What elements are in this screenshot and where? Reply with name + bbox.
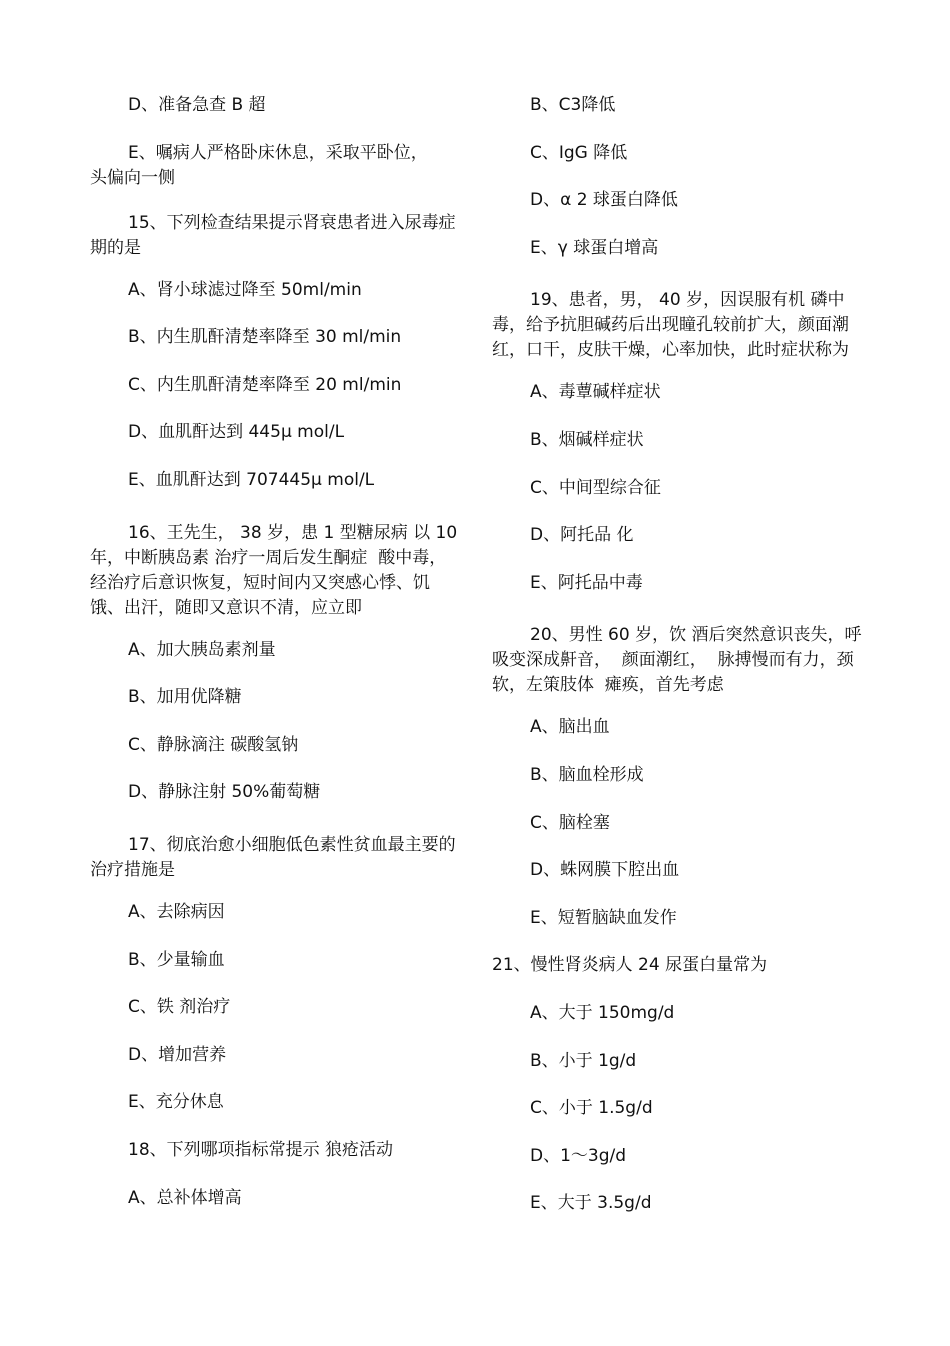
option-line: E、充分休息 [128,1092,224,1113]
option-line: C、脑栓塞 [530,812,610,833]
option-line: A、总补体增高 [128,1187,242,1208]
option-line: A、加大胰岛素剂量 [128,639,276,660]
option-line: C、内生肌酐清楚率降至 20 ml/min [128,374,402,395]
option-line: D、1～3g/d [530,1145,627,1166]
option-line: B、C3降低 [530,95,616,115]
option-line: C、IgG 降低 [530,142,628,163]
option-line: D、血肌酐达到 445μ mol/L [128,422,345,443]
option-line: A、去除病因 [128,901,225,922]
option-line: C、铁 剂治疗 [128,997,231,1018]
option-line: E、阿托品中毒 [530,572,643,593]
option-line: E、嘱病人严格卧床休息，采取平卧位， 头偏向一侧 [90,142,428,188]
right-column [492,88,864,1234]
option-line: E、大于 3.5g/d [530,1193,652,1214]
option-line: E、短暂脑缺血发作 [530,907,677,928]
question-text: 16、王先生， 38 岁，患 1 型糖尿病 以 10 年，中断胰岛素 治疗一周后发生酮症 酸中毒，经治疗后意识恢复，短时间内又突感心悸、饥饿、出汗，随即又意识不清，应立即 [90,522,463,618]
option-line: D、准备急查 B 超 [128,95,266,115]
option-line: B、脑血栓形成 [530,764,644,785]
question-text: 15、下列检查结果提示肾衰患者进入尿毒症期的是 [90,212,456,258]
question-text: 18、下列哪项指标常提示 狼疮活动 [128,1139,394,1160]
option-line: B、少量输血 [128,949,225,970]
question-text: 20、男性 60 岁，饮 酒后突然意识丧失，呼吸变深成鼾音， 颜面潮红， 脉搏慢而有力，颈软，左策肢体 瘫痪，首先考虑 [492,625,862,696]
option-line: C、静脉滴注 碳酸氢钠 [128,734,299,755]
option-line: B、烟碱样症状 [530,429,644,450]
option-line: A、脑出血 [530,717,610,738]
option-line: E、血肌酐达到 707445μ mol/L [128,469,375,490]
option-line: C、小于 1.5g/d [530,1098,653,1119]
question-text: 19、患者，男， 40 岁，因误服有机 磷中毒，给予抗胆碱药后出现瞳孔较前扩大，颜面潮红，口干，皮肤干燥，心率加快，此时症状称为 [492,290,849,361]
option-line: D、增加营养 [128,1044,227,1065]
option-line: D、蛛网膜下腔出血 [530,860,680,881]
option-line: A、毒蕈碱样症状 [530,382,661,403]
option-line: A、大于 150mg/d [530,1002,675,1023]
option-line: B、小于 1g/d [530,1050,637,1071]
question-text: 21、慢性肾炎病人 24 尿蛋白量常为 [492,955,768,976]
question-text: 17、彻底治愈小细胞低色素性贫血最主要的治疗措施是 [90,834,456,880]
option-line: B、加用优降糖 [128,687,242,708]
option-line: E、γ 球蛋白增高 [530,237,659,258]
option-line: C、中间型综合征 [530,477,661,498]
option-line: D、α 2 球蛋白降低 [530,190,678,211]
option-line: B、内生肌酐清楚率降至 30 ml/min [128,327,402,348]
option-line: A、肾小球滤过降至 50ml/min [128,279,362,300]
left-column [90,88,462,1228]
option-line: D、阿托品 化 [530,525,634,546]
option-line: D、静脉注射 50%葡萄糖 [128,782,321,803]
